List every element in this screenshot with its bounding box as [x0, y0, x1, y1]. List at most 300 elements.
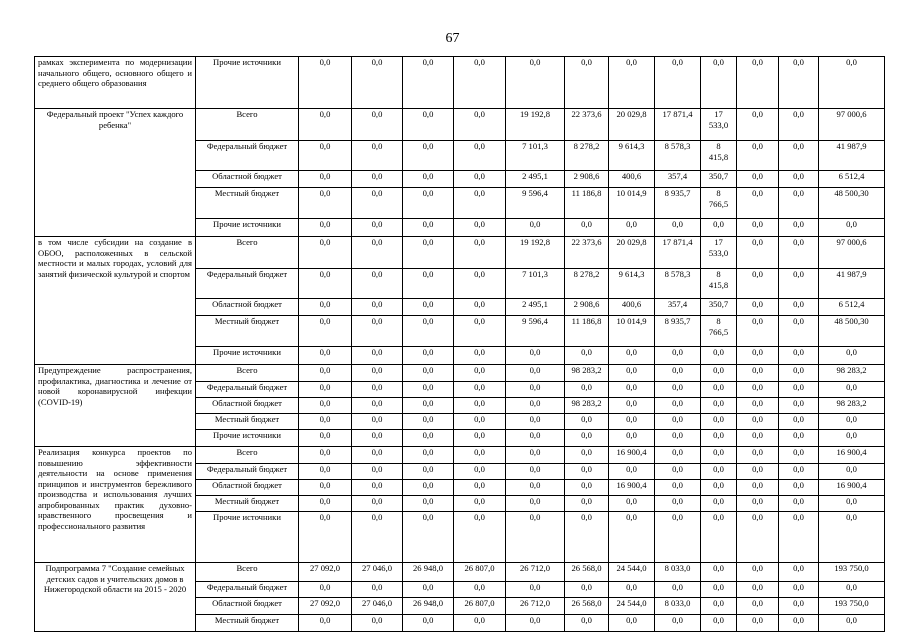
funding-source-cell: Областной бюджет: [196, 171, 299, 188]
value-cell: 0,0: [737, 316, 779, 347]
value-cell: 0,0: [779, 582, 819, 598]
value-cell: 0,0: [299, 615, 352, 632]
value-cell: 0,0: [506, 414, 565, 430]
value-cell: 0,0: [403, 141, 454, 171]
value-cell: 19 192,8: [506, 237, 565, 269]
value-cell: 0,0: [819, 615, 885, 632]
value-cell: 0,0: [655, 347, 701, 365]
value-cell: 27 092,0: [299, 598, 352, 615]
value-cell: 0,0: [352, 430, 403, 447]
value-cell: 6 512,4: [819, 171, 885, 188]
value-cell: 0,0: [299, 365, 352, 382]
value-cell: 0,0: [565, 512, 609, 563]
value-cell: 400,6: [609, 299, 655, 316]
value-cell: 0,0: [779, 109, 819, 141]
value-cell: 0,0: [779, 365, 819, 382]
funding-source-cell: Федеральный бюджет: [196, 269, 299, 299]
value-cell: 0,0: [819, 496, 885, 512]
value-cell: 0,0: [737, 496, 779, 512]
value-cell: 0,0: [701, 464, 737, 480]
value-cell: 0,0: [299, 171, 352, 188]
value-cell: 0,0: [655, 496, 701, 512]
table-row: [35, 563, 885, 582]
value-cell: 0,0: [454, 480, 506, 496]
value-cell: 9 614,3: [609, 141, 655, 171]
value-cell: 0,0: [506, 219, 565, 237]
value-cell: 10 014,9: [609, 316, 655, 347]
value-cell: 0,0: [737, 464, 779, 480]
value-cell: 0,0: [454, 464, 506, 480]
value-cell: 0,0: [454, 365, 506, 382]
value-cell: 0,0: [299, 382, 352, 398]
value-cell: 0,0: [701, 347, 737, 365]
value-cell: 0,0: [819, 512, 885, 563]
value-cell: 26 948,0: [403, 598, 454, 615]
value-cell: 0,0: [454, 299, 506, 316]
value-cell: 0,0: [701, 563, 737, 582]
value-cell: 8 415,8: [701, 141, 737, 171]
value-cell: 0,0: [779, 171, 819, 188]
value-cell: 0,0: [655, 615, 701, 632]
value-cell: 26 568,0: [565, 563, 609, 582]
value-cell: 7 101,3: [506, 269, 565, 299]
value-cell: 0,0: [403, 171, 454, 188]
value-cell: 0,0: [565, 57, 609, 109]
value-cell: 24 544,0: [609, 563, 655, 582]
table-row: [35, 237, 885, 269]
value-cell: 0,0: [299, 269, 352, 299]
value-cell: 0,0: [352, 447, 403, 464]
value-cell: 9 596,4: [506, 316, 565, 347]
value-cell: 0,0: [655, 447, 701, 464]
value-cell: 0,0: [299, 219, 352, 237]
value-cell: 26 712,0: [506, 598, 565, 615]
value-cell: 0,0: [403, 414, 454, 430]
value-cell: 0,0: [779, 512, 819, 563]
value-cell: 0,0: [454, 512, 506, 563]
value-cell: 0,0: [403, 299, 454, 316]
value-cell: 0,0: [352, 615, 403, 632]
value-cell: 0,0: [403, 237, 454, 269]
value-cell: 0,0: [454, 496, 506, 512]
value-cell: 0,0: [737, 563, 779, 582]
value-cell: 0,0: [454, 237, 506, 269]
value-cell: 0,0: [565, 582, 609, 598]
value-cell: 0,0: [565, 615, 609, 632]
value-cell: 0,0: [819, 414, 885, 430]
value-cell: 0,0: [779, 237, 819, 269]
value-cell: 0,0: [737, 447, 779, 464]
value-cell: 0,0: [565, 414, 609, 430]
value-cell: 0,0: [403, 269, 454, 299]
value-cell: 0,0: [352, 347, 403, 365]
value-cell: 0,0: [701, 615, 737, 632]
value-cell: 0,0: [737, 398, 779, 414]
value-cell: 98 283,2: [819, 398, 885, 414]
value-cell: 0,0: [506, 57, 565, 109]
funding-source-cell: Прочие источники: [196, 512, 299, 563]
value-cell: 0,0: [737, 615, 779, 632]
value-cell: 0,0: [506, 398, 565, 414]
value-cell: 2 495,1: [506, 299, 565, 316]
value-cell: 0,0: [701, 414, 737, 430]
value-cell: 8 415,8: [701, 269, 737, 299]
value-cell: 0,0: [454, 316, 506, 347]
value-cell: 0,0: [819, 430, 885, 447]
value-cell: 0,0: [454, 171, 506, 188]
value-cell: 0,0: [506, 512, 565, 563]
value-cell: 0,0: [506, 447, 565, 464]
value-cell: 0,0: [403, 447, 454, 464]
value-cell: 16 900,4: [819, 447, 885, 464]
value-cell: 0,0: [403, 316, 454, 347]
value-cell: 0,0: [565, 347, 609, 365]
value-cell: 0,0: [779, 269, 819, 299]
value-cell: 0,0: [299, 347, 352, 365]
value-cell: 0,0: [352, 299, 403, 316]
value-cell: 0,0: [655, 512, 701, 563]
value-cell: 8 578,3: [655, 269, 701, 299]
value-cell: 0,0: [655, 365, 701, 382]
value-cell: 0,0: [779, 299, 819, 316]
value-cell: 9 614,3: [609, 269, 655, 299]
value-cell: 193 750,0: [819, 598, 885, 615]
value-cell: 17 533,0: [701, 237, 737, 269]
value-cell: 0,0: [609, 219, 655, 237]
value-cell: 0,0: [701, 512, 737, 563]
value-cell: 0,0: [506, 347, 565, 365]
value-cell: 0,0: [299, 430, 352, 447]
value-cell: 41 987,9: [819, 269, 885, 299]
value-cell: 0,0: [819, 347, 885, 365]
value-cell: 0,0: [701, 496, 737, 512]
value-cell: 98 283,2: [565, 365, 609, 382]
value-cell: 8 033,0: [655, 563, 701, 582]
funding-source-cell: Местный бюджет: [196, 414, 299, 430]
value-cell: 17 871,4: [655, 109, 701, 141]
value-cell: 0,0: [299, 188, 352, 219]
value-cell: 0,0: [299, 237, 352, 269]
value-cell: 8 935,7: [655, 316, 701, 347]
value-cell: 22 373,6: [565, 109, 609, 141]
value-cell: 0,0: [454, 414, 506, 430]
value-cell: 0,0: [454, 398, 506, 414]
value-cell: 0,0: [352, 365, 403, 382]
value-cell: 0,0: [737, 430, 779, 447]
value-cell: 19 192,8: [506, 109, 565, 141]
value-cell: 0,0: [454, 382, 506, 398]
value-cell: 0,0: [779, 398, 819, 414]
value-cell: 2 908,6: [565, 171, 609, 188]
value-cell: 97 000,6: [819, 109, 885, 141]
value-cell: 0,0: [701, 219, 737, 237]
value-cell: 0,0: [454, 615, 506, 632]
value-cell: 0,0: [779, 563, 819, 582]
value-cell: 0,0: [403, 398, 454, 414]
value-cell: 0,0: [352, 464, 403, 480]
value-cell: 0,0: [352, 316, 403, 347]
value-cell: 0,0: [737, 171, 779, 188]
funding-source-cell: Всего: [196, 447, 299, 464]
value-cell: 193 750,0: [819, 563, 885, 582]
funding-source-cell: Местный бюджет: [196, 188, 299, 219]
value-cell: 0,0: [655, 398, 701, 414]
value-cell: 0,0: [565, 496, 609, 512]
funding-source-cell: Всего: [196, 237, 299, 269]
value-cell: 350,7: [701, 299, 737, 316]
value-cell: 0,0: [454, 141, 506, 171]
value-cell: 48 500,30: [819, 188, 885, 219]
value-cell: 9 596,4: [506, 188, 565, 219]
table-body: [35, 57, 885, 632]
value-cell: 0,0: [737, 414, 779, 430]
value-cell: 0,0: [779, 57, 819, 109]
value-cell: 0,0: [701, 365, 737, 382]
value-cell: 0,0: [565, 480, 609, 496]
value-cell: 0,0: [299, 496, 352, 512]
funding-source-cell: Всего: [196, 365, 299, 382]
value-cell: 0,0: [609, 582, 655, 598]
value-cell: 0,0: [609, 398, 655, 414]
value-cell: 0,0: [779, 141, 819, 171]
value-cell: 11 186,8: [565, 316, 609, 347]
value-cell: 8 935,7: [655, 188, 701, 219]
table-row: [35, 447, 885, 464]
funding-source-cell: Местный бюджет: [196, 316, 299, 347]
value-cell: 7 101,3: [506, 141, 565, 171]
value-cell: 0,0: [454, 219, 506, 237]
value-cell: 0,0: [565, 382, 609, 398]
table-row: [35, 109, 885, 141]
value-cell: 20 029,8: [609, 237, 655, 269]
value-cell: 0,0: [737, 269, 779, 299]
table-row: [35, 365, 885, 382]
funding-source-cell: Федеральный бюджет: [196, 382, 299, 398]
value-cell: 0,0: [506, 480, 565, 496]
funding-source-cell: Прочие источники: [196, 57, 299, 109]
value-cell: 0,0: [737, 365, 779, 382]
value-cell: 16 900,4: [609, 480, 655, 496]
value-cell: 0,0: [779, 414, 819, 430]
funding-source-cell: Всего: [196, 563, 299, 582]
value-cell: 0,0: [352, 237, 403, 269]
value-cell: 0,0: [403, 480, 454, 496]
value-cell: 0,0: [454, 347, 506, 365]
value-cell: 0,0: [352, 57, 403, 109]
value-cell: 0,0: [737, 219, 779, 237]
value-cell: 0,0: [565, 219, 609, 237]
funding-source-cell: Областной бюджет: [196, 480, 299, 496]
funding-source-cell: Местный бюджет: [196, 496, 299, 512]
value-cell: 0,0: [454, 57, 506, 109]
value-cell: 0,0: [454, 447, 506, 464]
value-cell: 0,0: [454, 430, 506, 447]
value-cell: 0,0: [701, 430, 737, 447]
funding-source-cell: Областной бюджет: [196, 299, 299, 316]
value-cell: 0,0: [737, 598, 779, 615]
value-cell: 8 033,0: [655, 598, 701, 615]
value-cell: 0,0: [655, 414, 701, 430]
value-cell: 0,0: [655, 582, 701, 598]
value-cell: 0,0: [299, 414, 352, 430]
value-cell: 0,0: [506, 365, 565, 382]
value-cell: 0,0: [299, 141, 352, 171]
value-cell: 0,0: [609, 464, 655, 480]
funding-source-cell: Всего: [196, 109, 299, 141]
value-cell: 0,0: [454, 109, 506, 141]
value-cell: 0,0: [737, 512, 779, 563]
value-cell: 0,0: [737, 582, 779, 598]
value-cell: 0,0: [454, 582, 506, 598]
value-cell: 0,0: [299, 447, 352, 464]
value-cell: 0,0: [352, 582, 403, 598]
program-name-cell: в том числе субсидии на создание в ОБОО, расположенных в сельской местности и малых городах, условий для занятий физической культурой и спортом: [35, 237, 196, 365]
funding-source-cell: Областной бюджет: [196, 598, 299, 615]
value-cell: 0,0: [299, 480, 352, 496]
value-cell: 0,0: [403, 382, 454, 398]
program-name-cell: рамках эксперимента по модернизации начального общего, основного общего и среднего общего образования: [35, 57, 196, 109]
value-cell: 0,0: [299, 398, 352, 414]
value-cell: 0,0: [655, 57, 701, 109]
value-cell: 0,0: [609, 57, 655, 109]
value-cell: 0,0: [299, 57, 352, 109]
value-cell: 0,0: [403, 582, 454, 598]
value-cell: 0,0: [609, 430, 655, 447]
value-cell: 0,0: [609, 496, 655, 512]
value-cell: 22 373,6: [565, 237, 609, 269]
budget-table: [34, 56, 885, 632]
value-cell: 0,0: [403, 57, 454, 109]
value-cell: 0,0: [352, 219, 403, 237]
value-cell: 0,0: [506, 496, 565, 512]
program-name-cell: Подпрограмма 7 "Создание семейных детских садов и учительских домов в Нижегородской области на 2015 - 2020: [35, 563, 196, 632]
value-cell: 2 495,1: [506, 171, 565, 188]
value-cell: 0,0: [403, 347, 454, 365]
value-cell: 97 000,6: [819, 237, 885, 269]
value-cell: 0,0: [609, 382, 655, 398]
value-cell: 0,0: [701, 57, 737, 109]
value-cell: 0,0: [701, 398, 737, 414]
value-cell: 0,0: [299, 512, 352, 563]
value-cell: 0,0: [299, 582, 352, 598]
value-cell: 27 046,0: [352, 563, 403, 582]
value-cell: 0,0: [403, 496, 454, 512]
value-cell: 0,0: [737, 237, 779, 269]
value-cell: 26 712,0: [506, 563, 565, 582]
value-cell: 0,0: [819, 382, 885, 398]
value-cell: 0,0: [737, 109, 779, 141]
value-cell: 0,0: [352, 414, 403, 430]
value-cell: 0,0: [352, 398, 403, 414]
value-cell: 0,0: [779, 188, 819, 219]
value-cell: 0,0: [299, 464, 352, 480]
value-cell: 0,0: [701, 382, 737, 398]
value-cell: 0,0: [737, 188, 779, 219]
value-cell: 11 186,8: [565, 188, 609, 219]
value-cell: 0,0: [701, 582, 737, 598]
value-cell: 400,6: [609, 171, 655, 188]
value-cell: 17 533,0: [701, 109, 737, 141]
value-cell: 26 948,0: [403, 563, 454, 582]
value-cell: 0,0: [609, 347, 655, 365]
value-cell: 0,0: [609, 512, 655, 563]
funding-source-cell: Прочие источники: [196, 347, 299, 365]
value-cell: 0,0: [737, 57, 779, 109]
value-cell: 0,0: [352, 188, 403, 219]
value-cell: 0,0: [779, 615, 819, 632]
value-cell: 0,0: [701, 480, 737, 496]
value-cell: 0,0: [655, 480, 701, 496]
funding-source-cell: Прочие источники: [196, 219, 299, 237]
value-cell: 48 500,30: [819, 316, 885, 347]
value-cell: 41 987,9: [819, 141, 885, 171]
value-cell: 0,0: [779, 382, 819, 398]
value-cell: 26 807,0: [454, 598, 506, 615]
value-cell: 0,0: [819, 464, 885, 480]
value-cell: 0,0: [352, 480, 403, 496]
value-cell: 0,0: [609, 414, 655, 430]
value-cell: 27 046,0: [352, 598, 403, 615]
value-cell: 0,0: [701, 447, 737, 464]
value-cell: 0,0: [506, 615, 565, 632]
value-cell: 0,0: [779, 316, 819, 347]
value-cell: 27 092,0: [299, 563, 352, 582]
value-cell: 24 544,0: [609, 598, 655, 615]
value-cell: 0,0: [403, 109, 454, 141]
value-cell: 0,0: [819, 582, 885, 598]
value-cell: 2 908,6: [565, 299, 609, 316]
program-name-cell: Реализация конкурса проектов по повышению эффективности деятельности на основе применения принципов и инструментов бережливого производства и использования лучших апробированных практик духовно-нравственного просвещения и профессионального развития: [35, 447, 196, 563]
program-name-cell: Предупреждение распространения, профилактика, диагностика и лечение от новой коронавирусной инфекции (COVID-19): [35, 365, 196, 447]
value-cell: 0,0: [737, 382, 779, 398]
value-cell: 0,0: [779, 219, 819, 237]
page-number: 67: [445, 31, 460, 46]
value-cell: 0,0: [403, 464, 454, 480]
value-cell: 0,0: [655, 382, 701, 398]
value-cell: 357,4: [655, 299, 701, 316]
value-cell: 0,0: [352, 512, 403, 563]
value-cell: 0,0: [655, 430, 701, 447]
value-cell: 0,0: [506, 464, 565, 480]
value-cell: 0,0: [819, 219, 885, 237]
value-cell: 0,0: [779, 347, 819, 365]
value-cell: 0,0: [403, 430, 454, 447]
value-cell: 0,0: [779, 598, 819, 615]
value-cell: 0,0: [403, 219, 454, 237]
value-cell: 0,0: [506, 582, 565, 598]
value-cell: 8 766,5: [701, 188, 737, 219]
value-cell: 0,0: [779, 430, 819, 447]
value-cell: 0,0: [403, 365, 454, 382]
value-cell: 0,0: [655, 464, 701, 480]
value-cell: 0,0: [701, 598, 737, 615]
value-cell: 0,0: [609, 615, 655, 632]
value-cell: 8 766,5: [701, 316, 737, 347]
value-cell: 0,0: [299, 299, 352, 316]
value-cell: 0,0: [454, 269, 506, 299]
value-cell: 0,0: [779, 464, 819, 480]
value-cell: 0,0: [352, 109, 403, 141]
value-cell: 0,0: [352, 141, 403, 171]
funding-source-cell: Областной бюджет: [196, 398, 299, 414]
value-cell: 98 283,2: [565, 398, 609, 414]
value-cell: 0,0: [779, 447, 819, 464]
program-name-cell: Федеральный проект "Успех каждого ребенка": [35, 109, 196, 237]
table-row: [35, 57, 885, 109]
value-cell: 20 029,8: [609, 109, 655, 141]
funding-source-cell: Федеральный бюджет: [196, 582, 299, 598]
value-cell: 10 014,9: [609, 188, 655, 219]
